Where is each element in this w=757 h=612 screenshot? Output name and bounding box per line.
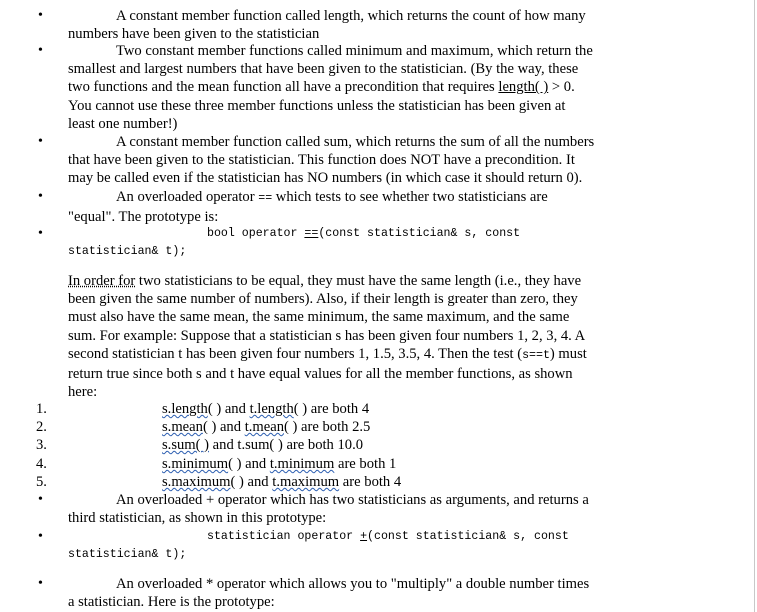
equality-paragraph: In order for two statisticians to be equal, they must have the same length (i.e., they have been given the same number of numbers). Also, if their length is greater than zero, they must also have the same mean, the same minimum, the same maximum, and the same sum. For example: Suppose that a statistician s has been given four numbers 1, 2, 3, 4. A second statistician t has been given four numbers 1, 1.5, 3.5, 4. Then the test (s==t) must return true since both s and t have equal values for all the member functions, as shown here: [68,273,587,401]
bullet-marker: • [38,576,43,591]
list-item: s.sum( ) and t.sum( ) are both 10.0 [162,437,364,453]
bullet-plus: An overloaded + operator which has two statisticians as arguments, and returns a third statistician, as shown in this prototype: [68,492,589,527]
bullet-marker: • [38,8,43,23]
list-number: 5. [36,474,47,490]
length-ref: length( ) [498,79,549,96]
list-item: s.maximum( ) and t.maximum are both 4 [162,474,402,490]
list-item: s.length( ) and t.length( ) are both 4 [162,401,370,417]
page-right-border [754,0,755,612]
bullet-marker: • [38,226,43,241]
bullet-marker: • [38,529,43,544]
bullet-marker: • [38,43,43,58]
prototype-equality: bool operator ==(const statistician& s, const statistician& t); [68,227,521,259]
list-number: 3. [36,437,47,453]
bullet-length: A constant member function called length, which returns the count of how many numbers have been given to the statistician [68,8,586,43]
bullet-multiply: An overloaded * operator which allows you to "multiply" a double number times a statistician. Here is the prototype: [68,576,590,611]
bullet-sum: A constant member function called sum, which returns the sum of all the numbers that have been given to the statistician. This function does NOT have a precondition. It may be called even if the statistician has NO numbers (in which case it should return 0). [68,134,595,187]
list-item: s.minimum( ) and t.minimum are both 1 [162,456,397,472]
bullet-marker: • [38,134,43,149]
list-number: 4. [36,456,47,472]
bullet-min-max: Two constant member functions called minimum and maximum, which return the smallest and largest numbers that have been given to the statistician. (By the way, these two functions and the mean function all have a precondition that requires length( ) > 0. You cannot use these three member functions unless the statistician has been given at least one number!) [68,43,593,132]
list-item: s.mean( ) and t.mean( ) are both 2.5 [162,419,371,435]
bullet-equality: An overloaded operator == which tests to see whether two statisticians are "equal". The prototype is: [68,189,548,226]
prototype-plus: statistician operator +(const statistician& s, const statistician& t); [68,530,569,562]
bullet-marker: • [38,492,43,507]
bullet-marker: • [38,189,43,204]
list-number: 1. [36,401,47,417]
list-number: 2. [36,419,47,435]
